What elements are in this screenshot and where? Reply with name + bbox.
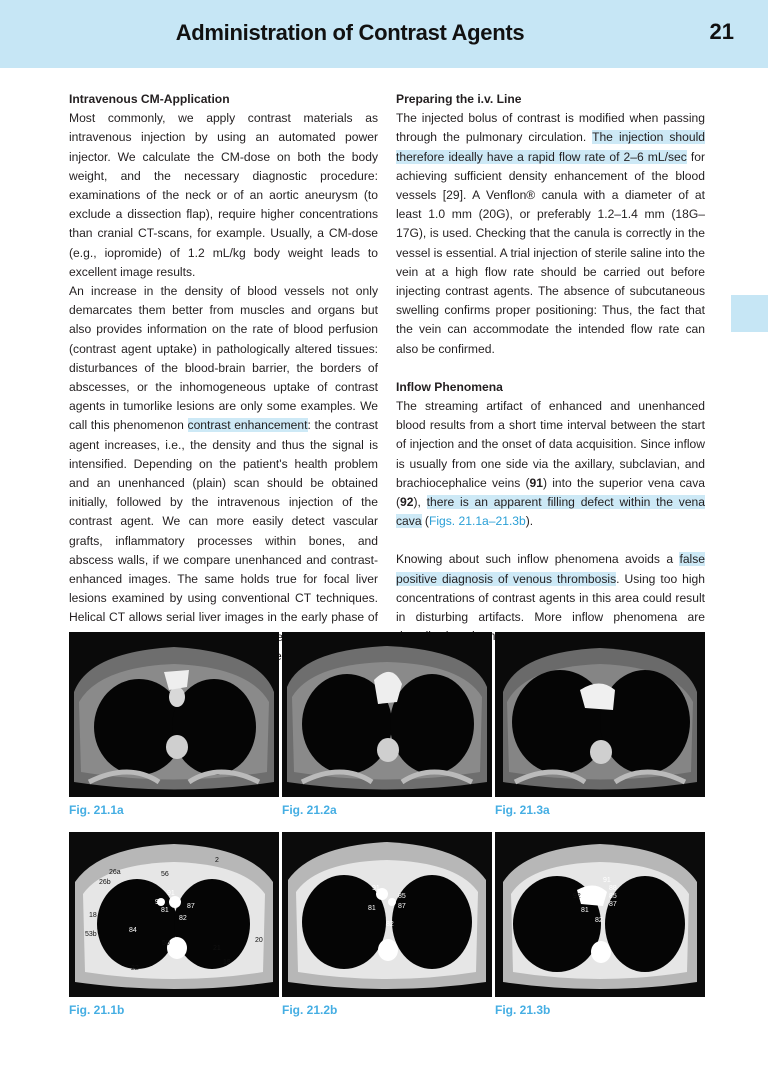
highlight: contrast enhancement [187,418,308,433]
paragraph: The injected bolus of contrast is modified when passing through the pulmonary circulation. The injection should therefore ideally have a rapid flow rate of 2–6 mL/sec for achieving sufficient density enhancement of the blood vessels [29]. A Venflon® canula with a diameter of at least 1.0 mm (20G), or preferably 1.2–1.4 mm (18G–17G), is used. Checking that the canula is correctly in the vessel is essential. A trial injection of sterile saline into the vein at a high flow rate should be carried out before injecting contrast agents. The absence of subcutaneous swelling confirms proper positioning: Thus, the fact that the vein can accommodate the intended flow rate can also be confirmed. [396,111,705,356]
anatomy-label: 84 [129,927,137,934]
figure-caption: Fig. 21.1a [69,803,124,817]
paragraph: The streaming artifact of enhanced and unenhanced blood results from a short time interval between the start of injection and the onset of data acquisition. Since inflow is usually from one side via the axillary, subclavian, and brachiocephalice veins (91) into the superior vena cava (92), there is an apparent filling defect within the vena cava (Figs. 21.1a–21.3b). [396,399,705,529]
schematic-diagram [495,832,705,997]
section-heading-iv: Intravenous CM-Application [69,92,230,106]
ct-scan-image [282,632,492,797]
anatomy-label: 18 [89,912,97,919]
anatomy-label: 56 [161,871,169,878]
figure-21-1b [69,832,279,1017]
figure-caption: Fig. 21.2b [282,1003,338,1017]
anatomy-label: 20 [255,937,263,944]
anatomy-label: 2 [215,857,219,864]
anatomy-label: 81 [161,907,169,914]
anatomy-label: 19 [223,959,231,966]
ct-scan-image [495,632,705,797]
paragraph: An increase in the density of blood vessels not only demarcates them better from muscles and organs but also provides information on the rate of blood perfusion (contrast agent uptake) in pathologically altered tissues: disturbances of the blood-brain barrier, the borders of abscesses, or the inhomogeneous uptake of contrast agents in tumorlike lesions are only some examples. We call this phenomenon contrast enhancement: the contrast agent increases, i.e., the density and thus the signal is intensified. Depending on the patient's health problem and an unenhanced (plain) scan should be obtained initially, followed by the intravenous injection of the contrast agent. We can more easily detect vascular grafts, inflammatory processes within bones, and abscess walls, if we compare unenhanced and contrast-enhanced images. The same holds true for focal liver lesions examined by using conventional CT techniques. Helical CT allows serial liver images in the early phase of [69,284,378,625]
highlight: false positive diagnosis of venous thrombosis [396,552,705,586]
anatomy-label: 53b [85,931,97,938]
anatomy-label: 81 [368,905,376,912]
figure-caption: Fig. 21.3b [495,1003,551,1017]
anatomy-label: 92 [155,899,163,906]
figure-caption: Fig. 21.3a [495,803,550,817]
anatomy-label: 82 [386,921,394,928]
anatomy-label: 87 [187,903,195,910]
figure-21-3a [495,632,705,817]
ct-scan-image [69,632,279,797]
anatomy-label: 82 [595,917,603,924]
figure-caption: Fig. 21.2a [282,803,337,817]
anatomy-label: 92 [573,893,581,900]
anatomy-label: 26a [109,869,121,876]
figure-21-2b [282,832,492,1017]
figure-21-3b [495,832,705,1017]
anatomy-label: 85 [609,893,617,900]
right-column [396,90,705,646]
anatomy-label: 26b [99,879,111,886]
anatomy-label: 21 [213,945,221,952]
anatomy-label: 91 [372,885,380,892]
schematic-diagram [69,832,279,997]
figure-21-1a [69,632,279,817]
anatomy-label: 88 [609,885,617,892]
anatomy-label: 85 [398,893,406,900]
figure-21-2a [282,632,492,817]
anatomy-label: 91 [603,877,611,884]
anatomy-label: 22 [131,965,139,972]
page-header [0,0,768,68]
highlight: The injection should therefore ideally have a rapid flow rate of 2–6 mL/sec [396,130,705,164]
highlight: there is an apparent filling defect within the vena cava [396,495,705,529]
anatomy-label: 91 [167,890,175,897]
page-number: 21 [709,19,734,44]
chapter-tab [731,295,768,332]
section-heading-inflow: Inflow Phenomena [396,379,503,394]
paragraph: Most commonly, we apply contrast materials as intravenous injection by using an automated power injector. We calculate the CM-dose on both the body weight, and the necessary diagnostic procedure: examinations of the neck or of an aortic aneurysm (to exclude a dissection flap), require higher concentrations than cranial CT-scans, for example. Usually, a CM-dose (e.g., iopromide) of 1.2 mL/kg body weight leads to excellent image results. [69,111,378,279]
figure-caption: Fig. 21.1b [69,1003,125,1017]
schematic-diagram [282,832,492,997]
anatomy-label: 87 [609,901,617,908]
anatomy-label: 81 [581,907,589,914]
anatomy-label: 87 [398,903,406,910]
anatomy-label: 50 [162,940,170,947]
figure-reference-link[interactable]: Figs. 21.1a–21.3b [428,514,526,529]
paragraph: Knowing about such inflow phenomena avoids a false positive diagnosis of venous thrombosis. Using too high concentrations of contrast agents in this area could result in disturbing artifacts. More inflow phenomena are [396,552,705,625]
left-column [69,90,378,685]
anatomy-label: 82 [179,915,187,922]
section-heading-iv-line: Preparing the i.v. Line [396,92,522,106]
page-title: Administration of Contrast Agents [175,20,525,45]
